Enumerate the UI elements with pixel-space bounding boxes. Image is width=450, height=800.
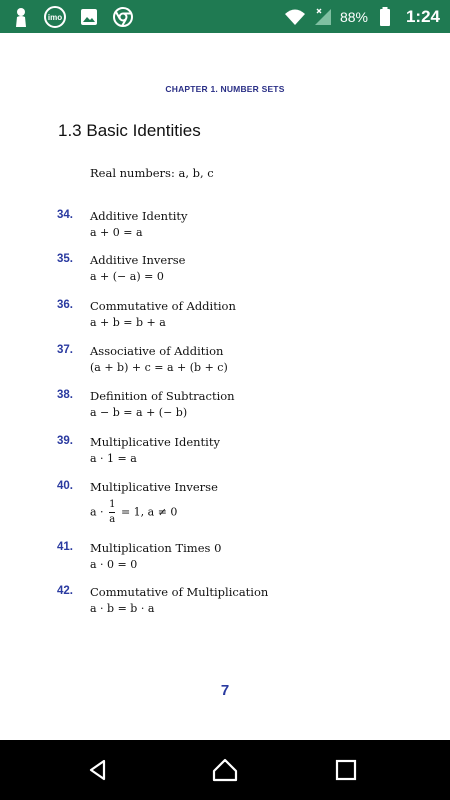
item-formula: a + (− a) = 0 bbox=[90, 270, 164, 283]
item-formula: a + b = b + a bbox=[90, 316, 166, 329]
back-button[interactable] bbox=[82, 754, 114, 786]
intro-text: Real numbers: a, b, c bbox=[90, 166, 214, 180]
item-formula bbox=[90, 500, 177, 525]
home-button[interactable] bbox=[209, 754, 241, 786]
clock: 1:24 bbox=[405, 7, 440, 26]
item-formula: a − b = a + (− b) bbox=[90, 406, 188, 419]
fraction-numerator: 1 bbox=[109, 499, 116, 510]
item-name: Additive Identity bbox=[90, 209, 188, 223]
item-number: 41. bbox=[57, 541, 73, 553]
recents-button[interactable] bbox=[330, 754, 362, 786]
item-name: Additive Inverse bbox=[90, 253, 186, 267]
item-name: Definition of Subtraction bbox=[90, 389, 235, 403]
item-number: 40. bbox=[57, 480, 73, 492]
document-page[interactable] bbox=[0, 33, 450, 740]
section-title: 1.3 Basic Identities bbox=[58, 121, 201, 140]
item-formula: a + 0 = a bbox=[90, 226, 143, 239]
chrome-icon bbox=[112, 6, 134, 28]
svg-text:imo: imo bbox=[47, 13, 63, 22]
formula-suffix: = 1, a ≠ 0 bbox=[120, 505, 178, 519]
status-bar-left bbox=[10, 4, 134, 30]
signal-icon bbox=[312, 6, 334, 28]
wifi-icon bbox=[284, 6, 306, 28]
back-icon bbox=[86, 758, 110, 782]
item-name: Multiplicative Inverse bbox=[90, 480, 218, 494]
item-formula: a · 0 = 0 bbox=[90, 558, 138, 571]
gallery-icon bbox=[78, 6, 100, 28]
page-number: 7 bbox=[220, 682, 230, 699]
item-name: Commutative of Multiplication bbox=[90, 585, 269, 599]
imo-icon bbox=[44, 6, 66, 28]
battery-percent: 88% bbox=[339, 9, 368, 25]
person-icon bbox=[10, 6, 32, 28]
item-name: Multiplication Times 0 bbox=[90, 541, 222, 555]
item-number: 38. bbox=[57, 389, 73, 401]
chapter-header: CHAPTER 1. NUMBER SETS bbox=[165, 84, 285, 94]
item-number: 35. bbox=[57, 253, 73, 265]
status-bar-right bbox=[284, 4, 440, 30]
item-formula: (a + b) + c = a + (b + c) bbox=[90, 361, 228, 374]
item-name: Multiplicative Identity bbox=[90, 435, 220, 449]
item-number: 42. bbox=[57, 585, 73, 597]
item-number: 34. bbox=[57, 209, 73, 221]
status-bar bbox=[0, 0, 450, 33]
item-name: Commutative of Addition bbox=[90, 299, 236, 313]
home-icon bbox=[212, 758, 238, 782]
item-formula: a · b = b · a bbox=[90, 602, 155, 615]
item-name: Associative of Addition bbox=[90, 344, 224, 358]
item-number: 39. bbox=[57, 435, 73, 447]
recents-icon bbox=[335, 759, 357, 781]
battery-icon bbox=[374, 6, 396, 28]
fraction-bar bbox=[109, 512, 115, 513]
item-number: 37. bbox=[57, 344, 73, 356]
item-formula: a · 1 = a bbox=[90, 452, 137, 465]
fraction bbox=[109, 500, 115, 525]
fraction-denominator: a bbox=[109, 514, 116, 525]
formula-prefix: a · bbox=[90, 505, 104, 519]
item-number: 36. bbox=[57, 299, 73, 311]
navigation-bar bbox=[0, 740, 450, 800]
